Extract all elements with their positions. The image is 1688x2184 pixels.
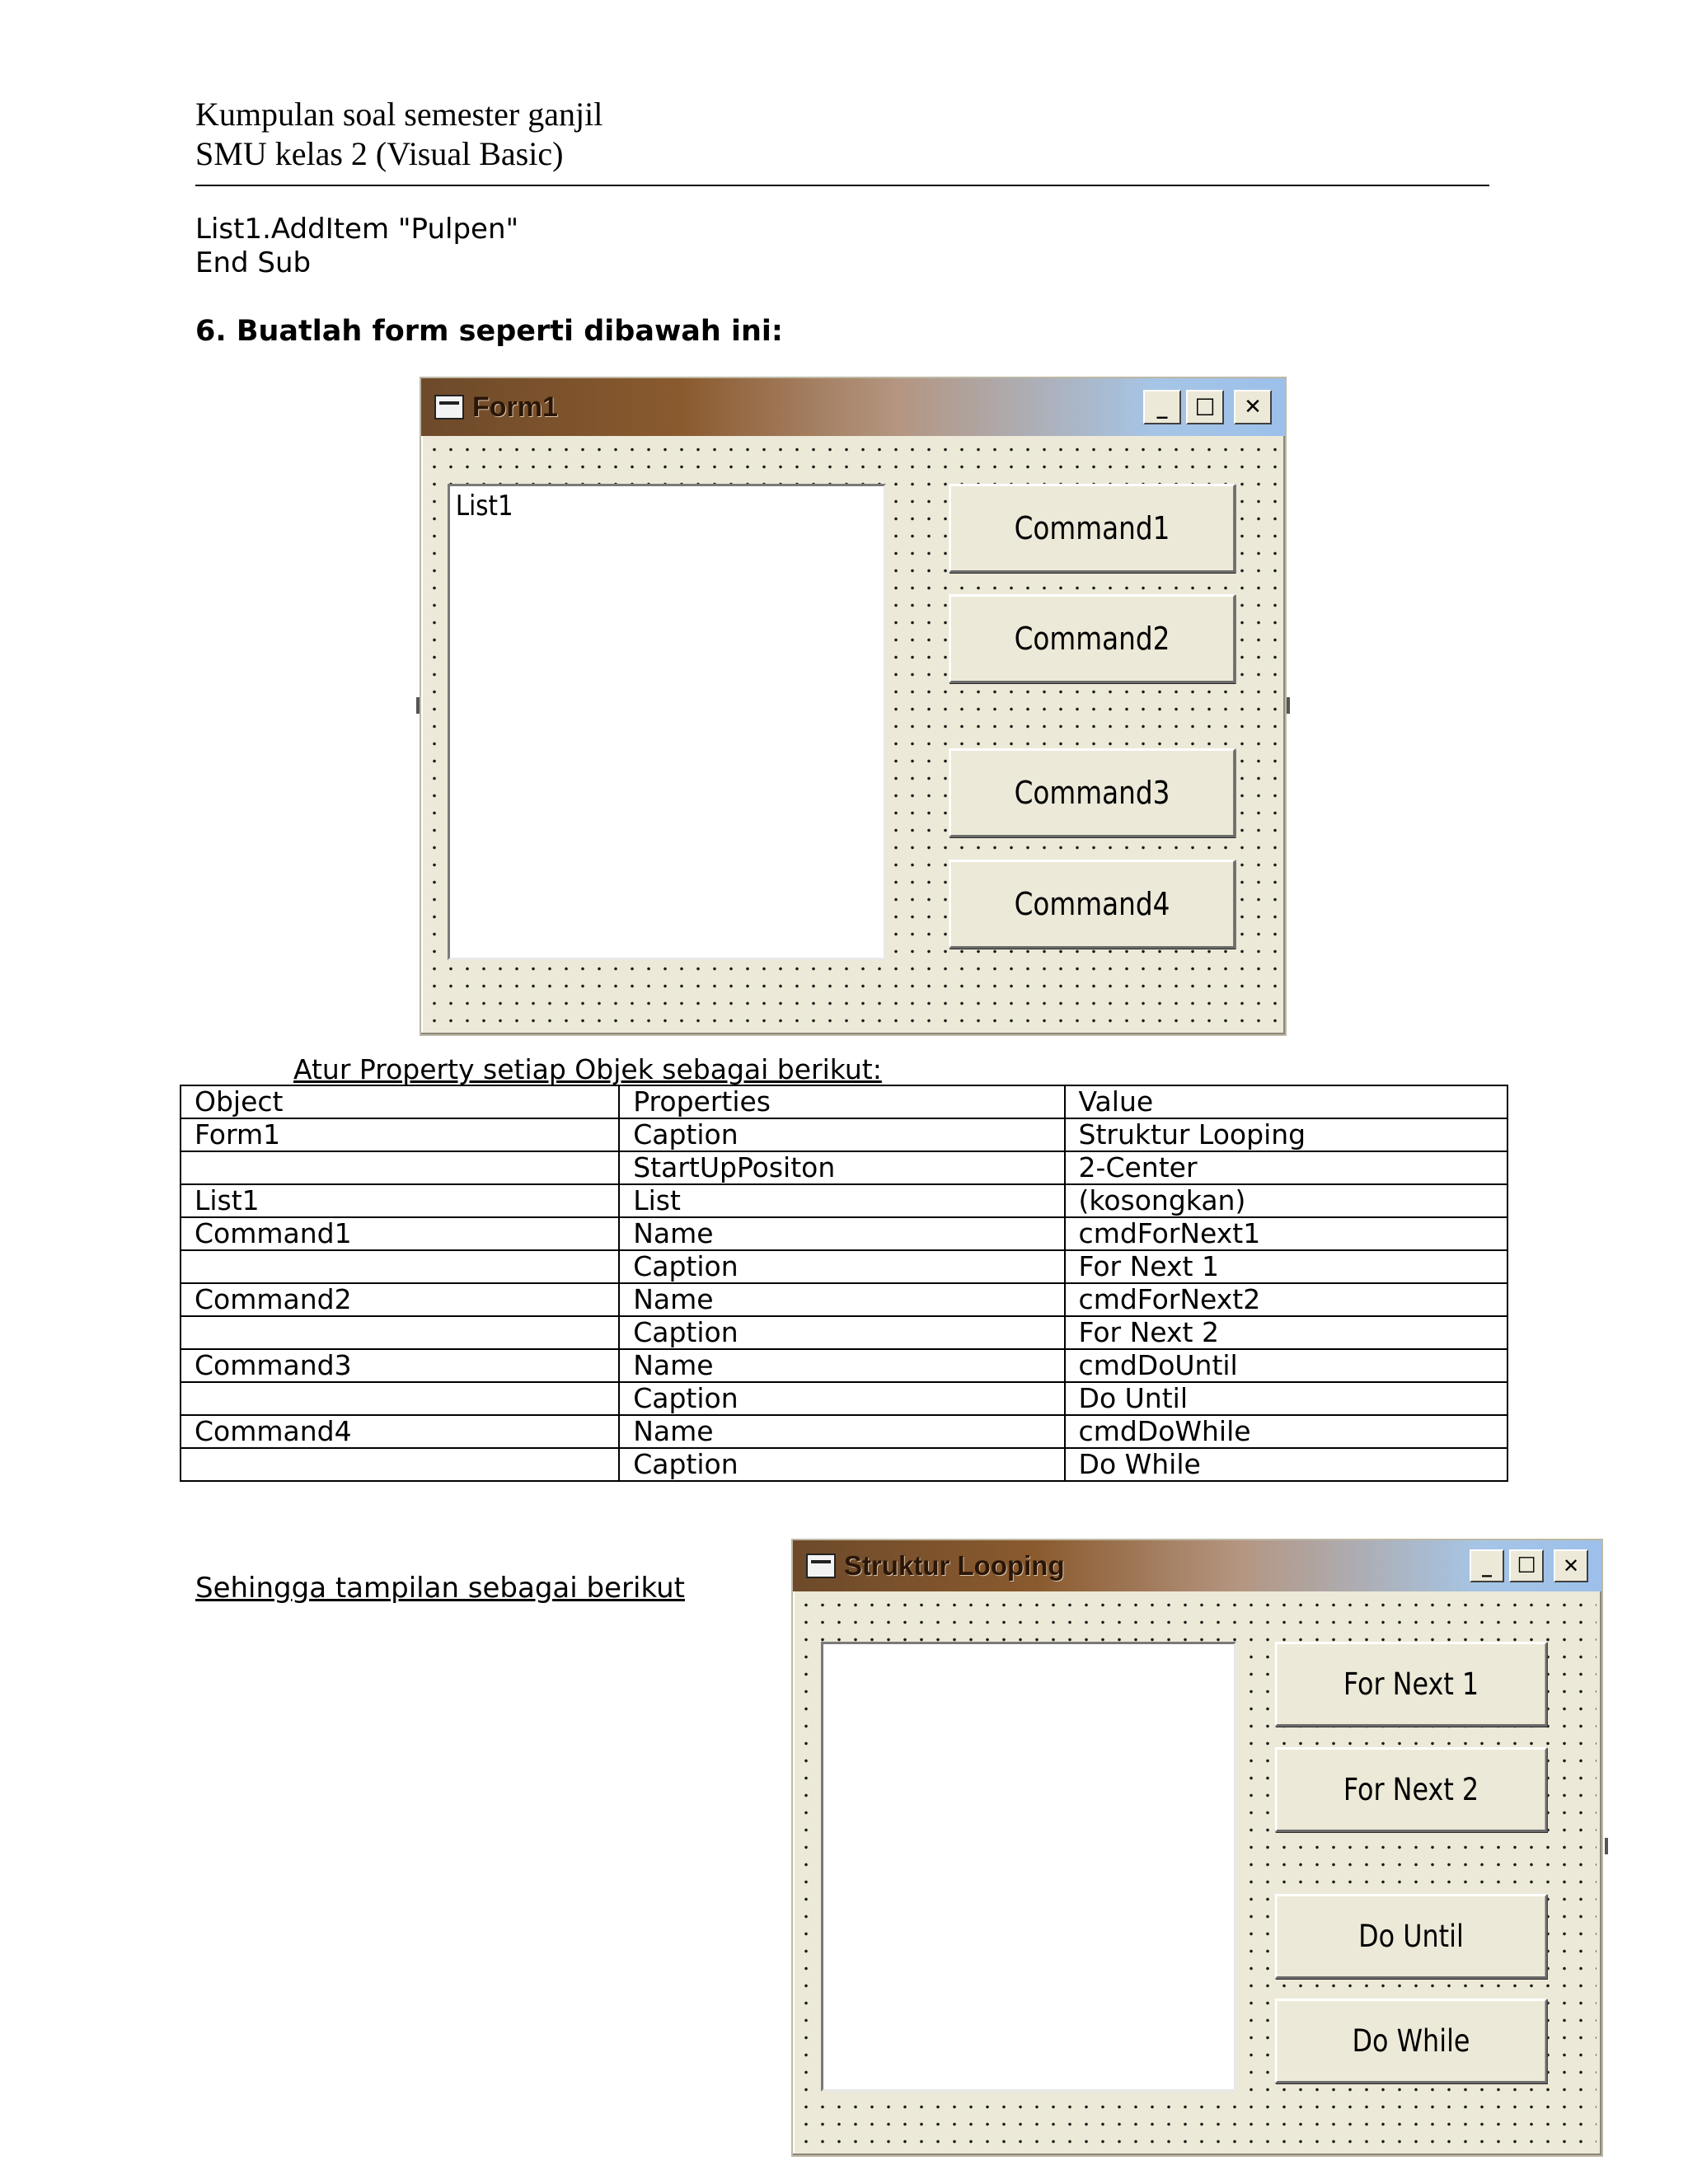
- result-form-title: Struktur Looping: [844, 1550, 1065, 1581]
- design-form-client-area: [426, 441, 1280, 1029]
- table-cell: cmdDoUntil: [1065, 1349, 1507, 1382]
- header-line-1: Kumpulan soal semester ganjil: [195, 96, 603, 133]
- table-row: [181, 1316, 1507, 1349]
- table-row: [181, 1118, 1507, 1151]
- minimize-icon: _: [1156, 395, 1168, 419]
- form-icon: [806, 1554, 836, 1578]
- table-cell: Do Until: [1065, 1382, 1507, 1415]
- table-cell: Caption: [619, 1316, 1064, 1349]
- table-cell: Form1: [181, 1118, 619, 1151]
- table-row: [181, 1448, 1507, 1481]
- property-table: [180, 1085, 1508, 1482]
- close-icon: ✕: [1244, 395, 1262, 419]
- table-row: [181, 1382, 1507, 1415]
- table-cell: [181, 1250, 619, 1283]
- minimize-button[interactable]: [1470, 1549, 1504, 1582]
- maximize-icon: ☐: [1194, 393, 1216, 421]
- list1-label: List1: [455, 490, 513, 523]
- code-line-2: End Sub: [195, 246, 312, 279]
- table-cell: Name: [619, 1217, 1064, 1250]
- table-header-cell: Object: [181, 1085, 619, 1118]
- table-cell: Command4: [181, 1415, 619, 1448]
- close-button[interactable]: [1554, 1549, 1588, 1582]
- for-next-1-button[interactable]: For Next 1: [1275, 1642, 1547, 1727]
- maximize-button[interactable]: [1186, 390, 1224, 424]
- close-button[interactable]: [1234, 390, 1272, 424]
- table-cell: Name: [619, 1283, 1064, 1316]
- table-header-row: [181, 1085, 1507, 1118]
- sizing-handle-left[interactable]: [416, 697, 420, 714]
- table-cell: [181, 1151, 619, 1184]
- table-cell: cmdDoWhile: [1065, 1415, 1507, 1448]
- list1-listbox[interactable]: [448, 484, 886, 960]
- header-divider: [195, 185, 1489, 186]
- command3-button[interactable]: Command3: [949, 748, 1235, 837]
- table-cell: StartUpPositon: [619, 1151, 1064, 1184]
- table-caption: Atur Property setiap Objek sebagai berikut:: [293, 1053, 882, 1085]
- minimize-icon: _: [1482, 1554, 1492, 1577]
- table-cell: Name: [619, 1415, 1064, 1448]
- table-row: [181, 1217, 1507, 1250]
- result-form-window: [791, 1539, 1603, 2157]
- maximize-button[interactable]: [1509, 1549, 1544, 1582]
- table-cell: (kosongkan): [1065, 1184, 1507, 1217]
- table-header-cell: Properties: [619, 1085, 1064, 1118]
- table-cell: Do While: [1065, 1448, 1507, 1481]
- window-controls: [1143, 390, 1272, 424]
- table-row: [181, 1151, 1507, 1184]
- table-cell: Command2: [181, 1283, 619, 1316]
- table-cell: Command1: [181, 1217, 619, 1250]
- table-cell: Caption: [619, 1250, 1064, 1283]
- minimize-button[interactable]: [1143, 390, 1181, 424]
- question-heading: 6. Buatlah form seperti dibawah ini:: [195, 315, 783, 348]
- result-form-client-area: [798, 1596, 1597, 2150]
- table-row: [181, 1283, 1507, 1316]
- for-next-2-button[interactable]: For Next 2: [1275, 1747, 1547, 1832]
- code-snippet: [195, 213, 518, 280]
- design-form-title: Form1: [472, 391, 558, 423]
- table-cell: Caption: [619, 1118, 1064, 1151]
- table-header-cell: Value: [1065, 1085, 1507, 1118]
- table-row: [181, 1415, 1507, 1448]
- sizing-handle-right[interactable]: [1605, 1838, 1608, 1854]
- table-cell: [181, 1382, 619, 1415]
- table-row: [181, 1184, 1507, 1217]
- table-row: [181, 1349, 1507, 1382]
- result-caption: Sehingga tampilan sebagai berikut: [195, 1572, 685, 1605]
- page-header: [195, 95, 603, 174]
- result-form-titlebar: [793, 1540, 1601, 1591]
- close-icon: ✕: [1562, 1554, 1580, 1577]
- command2-button[interactable]: Command2: [949, 594, 1235, 683]
- table-cell: Struktur Looping: [1065, 1118, 1507, 1151]
- sizing-handle-right[interactable]: [1287, 697, 1290, 714]
- table-cell: [181, 1316, 619, 1349]
- table-cell: For Next 2: [1065, 1316, 1507, 1349]
- do-until-button[interactable]: Do Until: [1275, 1894, 1547, 1979]
- table-cell: Caption: [619, 1448, 1064, 1481]
- table-cell: cmdForNext2: [1065, 1283, 1507, 1316]
- form-icon: [434, 395, 464, 419]
- table-cell: 2-Center: [1065, 1151, 1507, 1184]
- table-cell: List: [619, 1184, 1064, 1217]
- table-cell: [181, 1448, 619, 1481]
- maximize-icon: ☐: [1517, 1554, 1536, 1578]
- do-while-button[interactable]: Do While: [1275, 1999, 1547, 2083]
- table-cell: For Next 1: [1065, 1250, 1507, 1283]
- window-controls: [1470, 1549, 1588, 1582]
- table-cell: cmdForNext1: [1065, 1217, 1507, 1250]
- looping-listbox[interactable]: [821, 1642, 1236, 2092]
- command4-button[interactable]: Command4: [949, 860, 1235, 949]
- table-row: [181, 1250, 1507, 1283]
- command1-button[interactable]: Command1: [949, 484, 1235, 573]
- table-cell: List1: [181, 1184, 619, 1217]
- design-form-window: [420, 377, 1287, 1036]
- table-cell: Name: [619, 1349, 1064, 1382]
- table-cell: Caption: [619, 1382, 1064, 1415]
- code-line-1: List1.AddItem "Pulpen": [195, 213, 519, 246]
- design-form-titlebar: [421, 378, 1285, 436]
- table-cell: Command3: [181, 1349, 619, 1382]
- header-line-2: SMU kelas 2 (Visual Basic): [195, 135, 564, 172]
